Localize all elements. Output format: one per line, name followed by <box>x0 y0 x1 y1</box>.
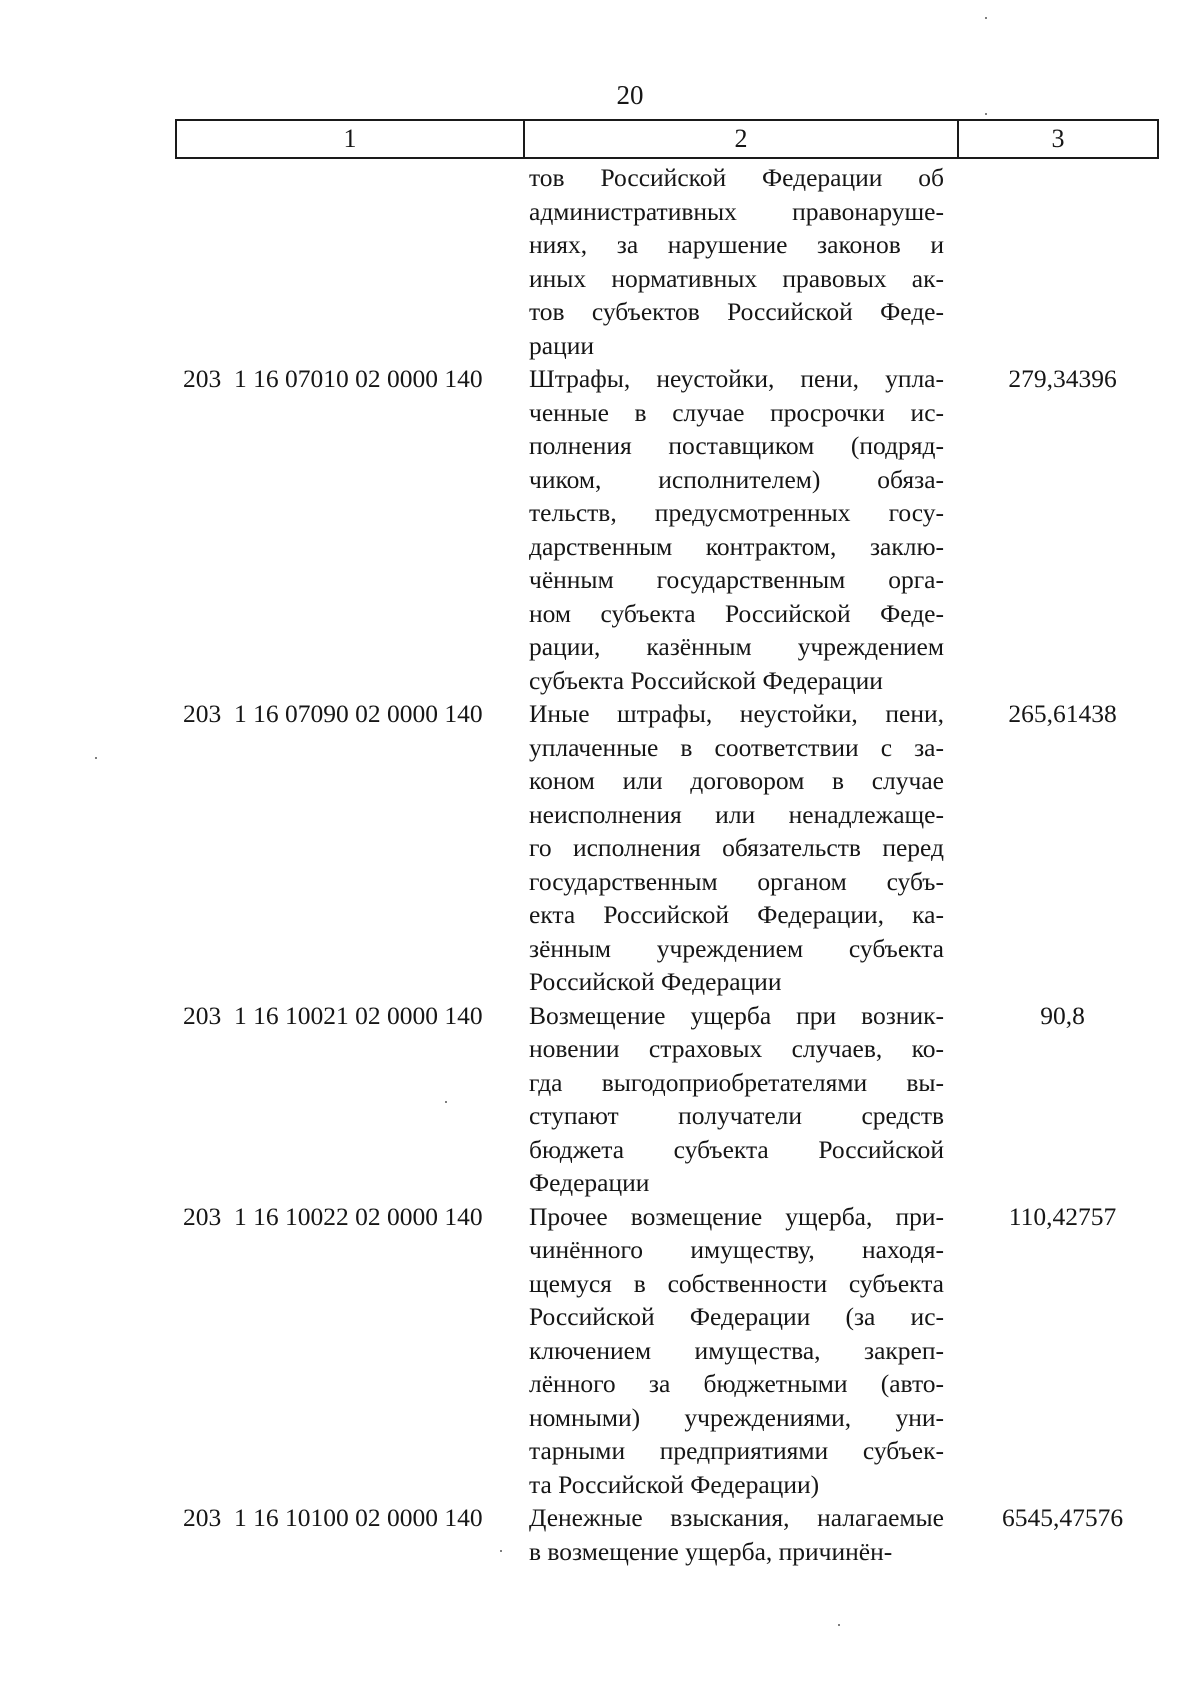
description-line: тов Российской Федерации об <box>529 163 944 192</box>
column-header-1: 1 <box>177 121 525 157</box>
budget-code <box>175 161 529 362</box>
scan-speck <box>985 17 987 19</box>
table-row <box>175 161 1159 362</box>
description-line: го исполнения обязательств перед <box>529 833 944 862</box>
description-line: новении страховых случаев, ко- <box>529 1034 944 1063</box>
amount: 265,61438 <box>1008 699 1117 728</box>
column-header-3: 3 <box>1051 124 1065 153</box>
page-number: 20 <box>616 80 644 110</box>
column-header-2: 2 <box>525 121 959 157</box>
description-line: рации, казённым учреждением <box>529 632 944 661</box>
description-line: екта Российской Федерации, ка- <box>529 900 944 929</box>
description-line: гда выгодоприобретателями вы- <box>529 1067 944 1097</box>
description-line: тарными предприятиями субъек- <box>529 1436 944 1465</box>
description-line: рации <box>529 330 595 360</box>
table-row <box>175 362 1159 697</box>
description-line: Штрафы, неустойки, пени, упла- <box>529 364 944 393</box>
description-line: Прочее возмещение ущерба, при- <box>529 1201 944 1231</box>
description-line: административных правонаруше- <box>529 196 944 226</box>
table-row <box>175 697 1159 999</box>
budget-code: 203 1 16 10022 02 0000 140 <box>183 1201 483 1231</box>
income-description <box>529 1200 944 1502</box>
income-description <box>529 161 944 362</box>
description-line: дарственным контрактом, заклю- <box>529 531 944 561</box>
description-line: иных нормативных правовых ак- <box>529 263 944 293</box>
description-line: тов субъектов Российской Феде- <box>529 297 944 326</box>
description-line: полнения поставщиком (подряд- <box>529 431 944 460</box>
scan-speck <box>838 1624 840 1626</box>
amount: 279,34396 <box>1008 364 1117 393</box>
scan-speck <box>500 1550 502 1552</box>
description-line: в возмещение ущерба, причинён- <box>529 1536 893 1566</box>
table-row <box>175 1200 1159 1502</box>
description-line: ном субъекта Российской Феде- <box>529 598 944 628</box>
description-line: неисполнения или ненадлежаще- <box>529 799 944 829</box>
budget-code: 203 1 16 07010 02 0000 140 <box>183 364 483 393</box>
scan-speck <box>985 113 987 115</box>
description-line: субъекта Российской Федерации <box>529 665 883 695</box>
description-line: Иные штрафы, неустойки, пени, <box>529 699 944 728</box>
table-header-row <box>175 119 1159 159</box>
description-line: Российской Федерации <box>529 967 782 996</box>
description-line: та Российской Федерации) <box>529 1469 820 1499</box>
income-description <box>529 1501 944 1568</box>
income-description <box>529 999 944 1200</box>
description-line: Федерации <box>529 1168 650 1197</box>
budget-code: 203 1 16 10100 02 0000 140 <box>183 1503 483 1532</box>
description-line: государственным органом субъ- <box>529 866 944 896</box>
income-description <box>529 362 944 697</box>
amount: 6545,47576 <box>1001 1503 1124 1532</box>
scan-speck <box>445 1101 447 1103</box>
description-line: ниях, за нарушение законов и <box>529 230 944 259</box>
description-line: Денежные взыскания, налагаемые <box>529 1503 944 1532</box>
description-line: щемуся в собственности субъекта <box>529 1268 944 1298</box>
amount: 90,8 <box>1040 1000 1085 1030</box>
budget-code: 203 1 16 07090 02 0000 140 <box>183 699 483 728</box>
description-line: зённым учреждением субъекта <box>529 933 944 963</box>
description-line: Возмещение ущерба при возник- <box>529 1000 944 1030</box>
table-row <box>175 1501 1159 1568</box>
description-line: чиком, исполнителем) обяза- <box>529 464 944 494</box>
description-line: ченные в случае просрочки ис- <box>529 397 944 427</box>
description-line: уплаченные в соответствии с за- <box>529 732 944 762</box>
amount <box>944 161 1159 362</box>
description-line: бюджета субъекта Российской <box>529 1134 944 1164</box>
description-line: тельств, предусмотренных госу- <box>529 498 944 527</box>
description-line: коном или договором в случае <box>529 766 944 795</box>
table-body <box>175 161 1159 1568</box>
budget-code: 203 1 16 10021 02 0000 140 <box>183 1000 483 1030</box>
description-line: ступают получатели средств <box>529 1101 944 1130</box>
description-line: Российской Федерации (за ис- <box>529 1302 944 1331</box>
description-line: ключением имущества, закреп- <box>529 1335 944 1365</box>
scan-speck <box>95 757 97 759</box>
table-row <box>175 999 1159 1200</box>
description-line: чинённого имуществу, находя- <box>529 1235 944 1264</box>
amount: 110,42757 <box>1008 1201 1117 1231</box>
description-line: чённым государственным орга- <box>529 565 944 594</box>
income-description <box>529 697 944 999</box>
description-line: номными) учреждениями, уни- <box>529 1402 944 1432</box>
description-line: лённого за бюджетными (авто- <box>529 1369 944 1398</box>
